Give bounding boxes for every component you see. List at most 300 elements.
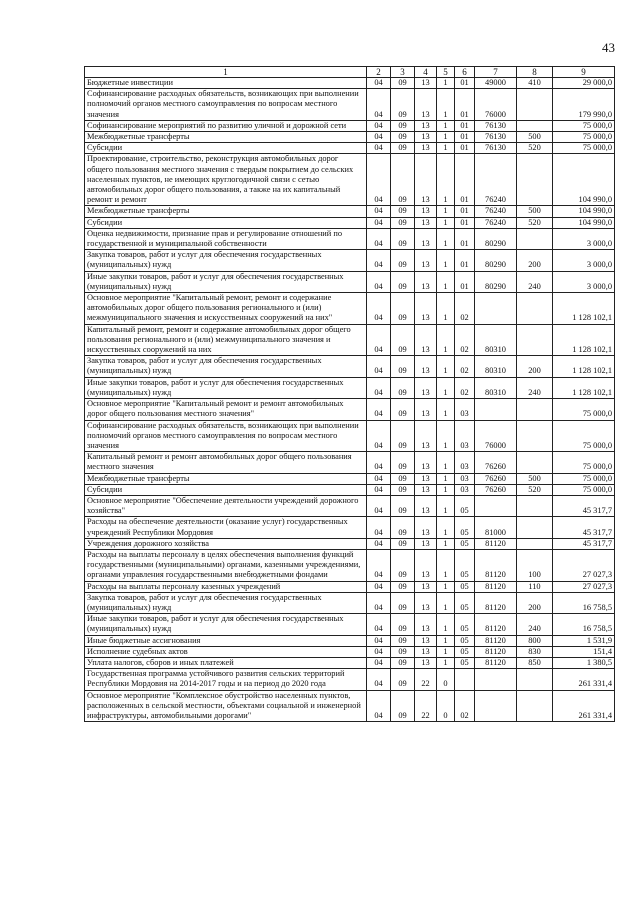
amount-cell: 27 027,3	[553, 581, 615, 592]
direction-code-cell: 80290	[475, 250, 517, 271]
program-code-cell: 13	[415, 592, 437, 613]
direction-code-cell: 81120	[475, 581, 517, 592]
amount-cell: 1 128 102,1	[553, 293, 615, 325]
subprogram-code-cell: 1	[437, 614, 455, 635]
amount-cell: 261 331,4	[553, 690, 615, 722]
event-code-cell: 05	[455, 581, 475, 592]
direction-code-cell: 76260	[475, 473, 517, 484]
header-cell: 7	[475, 67, 517, 78]
subprogram-code-cell: 1	[437, 206, 455, 217]
section-code-cell: 04	[367, 324, 391, 356]
program-code-cell: 13	[415, 250, 437, 271]
row-name-cell: Иные бюджетные ассигнования	[85, 635, 367, 646]
subsection-code-cell: 09	[391, 549, 415, 581]
amount-cell: 104 990,0	[553, 217, 615, 228]
program-code-cell: 13	[415, 228, 437, 249]
subprogram-code-cell: 1	[437, 78, 455, 89]
section-code-cell: 04	[367, 132, 391, 143]
subsection-code-cell: 09	[391, 452, 415, 473]
event-code-cell: 05	[455, 517, 475, 538]
header-cell: 6	[455, 67, 475, 78]
subsection-code-cell: 09	[391, 120, 415, 131]
expense-type-cell: 850	[517, 657, 553, 668]
section-code-cell: 04	[367, 89, 391, 121]
direction-code-cell: 80310	[475, 324, 517, 356]
header-cell: 9	[553, 67, 615, 78]
event-code-cell: 02	[455, 324, 475, 356]
row-name-cell: Субсидии	[85, 217, 367, 228]
event-code-cell: 01	[455, 206, 475, 217]
subprogram-code-cell: 1	[437, 271, 455, 292]
section-code-cell: 04	[367, 614, 391, 635]
subsection-code-cell: 09	[391, 206, 415, 217]
program-code-cell: 13	[415, 484, 437, 495]
program-code-cell: 13	[415, 581, 437, 592]
section-code-cell: 04	[367, 669, 391, 690]
subsection-code-cell: 09	[391, 143, 415, 154]
section-code-cell: 04	[367, 517, 391, 538]
table-row	[85, 271, 615, 292]
section-code-cell: 04	[367, 356, 391, 377]
expense-type-cell: 200	[517, 250, 553, 271]
program-code-cell: 13	[415, 78, 437, 89]
event-code-cell: 03	[455, 452, 475, 473]
subprogram-code-cell: 1	[437, 356, 455, 377]
amount-cell: 45 317,7	[553, 538, 615, 549]
subsection-code-cell: 09	[391, 250, 415, 271]
subprogram-code-cell: 1	[437, 635, 455, 646]
subprogram-code-cell: 1	[437, 250, 455, 271]
program-code-cell: 13	[415, 452, 437, 473]
subprogram-code-cell: 1	[437, 399, 455, 420]
table-row	[85, 495, 615, 516]
program-code-cell: 13	[415, 473, 437, 484]
header-cell: 8	[517, 67, 553, 78]
expense-type-cell	[517, 324, 553, 356]
direction-code-cell: 80290	[475, 271, 517, 292]
subprogram-code-cell: 0	[437, 669, 455, 690]
section-code-cell: 04	[367, 657, 391, 668]
section-code-cell: 04	[367, 538, 391, 549]
table-row	[85, 78, 615, 89]
subprogram-code-cell: 1	[437, 484, 455, 495]
subsection-code-cell: 09	[391, 377, 415, 398]
event-code-cell: 05	[455, 614, 475, 635]
expense-type-cell	[517, 538, 553, 549]
expense-type-cell: 500	[517, 132, 553, 143]
amount-cell: 3 000,0	[553, 271, 615, 292]
direction-code-cell: 80310	[475, 377, 517, 398]
expense-type-cell: 240	[517, 377, 553, 398]
table-row	[85, 120, 615, 131]
row-name-cell: Основное мероприятие "Комплексное обустройство населенных пунктов, расположенных в сельской местности, объектами социальной и инженерной инфраструктуры, автомобильными дорогами"	[85, 690, 367, 722]
amount-cell: 75 000,0	[553, 132, 615, 143]
table-row	[85, 669, 615, 690]
row-name-cell: Иные закупки товаров, работ и услуг для обеспечения государственных (муниципальных) нужд	[85, 271, 367, 292]
row-name-cell: Основное мероприятие "Капитальный ремонт и ремонт автомобильных дорог общего пользования местного значения"	[85, 399, 367, 420]
amount-cell: 16 758,5	[553, 614, 615, 635]
table-row	[85, 690, 615, 722]
section-code-cell: 04	[367, 452, 391, 473]
row-name-cell: Исполнение судебных актов	[85, 646, 367, 657]
direction-code-cell	[475, 399, 517, 420]
amount-cell: 1 128 102,1	[553, 324, 615, 356]
expense-type-cell: 520	[517, 484, 553, 495]
row-name-cell: Основное мероприятие "Обеспечение деятельности учреждений дорожного хозяйства"	[85, 495, 367, 516]
subsection-code-cell: 09	[391, 495, 415, 516]
direction-code-cell	[475, 293, 517, 325]
program-code-cell: 13	[415, 635, 437, 646]
amount-cell: 16 758,5	[553, 592, 615, 613]
amount-cell: 27 027,3	[553, 549, 615, 581]
subsection-code-cell: 09	[391, 132, 415, 143]
expense-type-cell: 200	[517, 356, 553, 377]
section-code-cell: 04	[367, 271, 391, 292]
event-code-cell	[455, 669, 475, 690]
direction-code-cell: 76000	[475, 420, 517, 452]
section-code-cell: 04	[367, 293, 391, 325]
event-code-cell: 03	[455, 484, 475, 495]
program-code-cell: 22	[415, 669, 437, 690]
subsection-code-cell: 09	[391, 592, 415, 613]
row-name-cell: Иные закупки товаров, работ и услуг для обеспечения государственных (муниципальных) нужд	[85, 377, 367, 398]
header-cell: 2	[367, 67, 391, 78]
direction-code-cell: 76130	[475, 143, 517, 154]
subprogram-code-cell: 1	[437, 495, 455, 516]
direction-code-cell: 76260	[475, 452, 517, 473]
direction-code-cell	[475, 495, 517, 516]
section-code-cell: 04	[367, 581, 391, 592]
table-row	[85, 581, 615, 592]
expense-type-cell	[517, 690, 553, 722]
event-code-cell: 01	[455, 89, 475, 121]
expense-type-cell: 240	[517, 614, 553, 635]
section-code-cell: 04	[367, 635, 391, 646]
section-code-cell: 04	[367, 399, 391, 420]
program-code-cell: 13	[415, 206, 437, 217]
section-code-cell: 04	[367, 690, 391, 722]
amount-cell: 75 000,0	[553, 452, 615, 473]
event-code-cell: 03	[455, 473, 475, 484]
row-name-cell: Капитальный ремонт и ремонт автомобильных дорог общего пользования местного значения	[85, 452, 367, 473]
subsection-code-cell: 09	[391, 217, 415, 228]
direction-code-cell: 81120	[475, 657, 517, 668]
program-code-cell: 13	[415, 143, 437, 154]
subsection-code-cell: 09	[391, 271, 415, 292]
header-cell: 5	[437, 67, 455, 78]
amount-cell: 1 128 102,1	[553, 356, 615, 377]
expense-type-cell	[517, 420, 553, 452]
expense-type-cell: 830	[517, 646, 553, 657]
program-code-cell: 13	[415, 324, 437, 356]
section-code-cell: 04	[367, 250, 391, 271]
amount-cell: 75 000,0	[553, 473, 615, 484]
amount-cell: 3 000,0	[553, 250, 615, 271]
event-code-cell: 05	[455, 646, 475, 657]
program-code-cell: 13	[415, 646, 437, 657]
table-row	[85, 473, 615, 484]
direction-code-cell: 76240	[475, 154, 517, 206]
amount-cell: 1 380,5	[553, 657, 615, 668]
event-code-cell: 02	[455, 377, 475, 398]
subsection-code-cell: 09	[391, 78, 415, 89]
subsection-code-cell: 09	[391, 517, 415, 538]
table-row	[85, 206, 615, 217]
event-code-cell: 05	[455, 495, 475, 516]
direction-code-cell: 49000	[475, 78, 517, 89]
expense-type-cell: 800	[517, 635, 553, 646]
header-cell: 1	[85, 67, 367, 78]
page-number: 43	[602, 40, 615, 55]
event-code-cell: 01	[455, 250, 475, 271]
subprogram-code-cell: 1	[437, 549, 455, 581]
event-code-cell: 05	[455, 657, 475, 668]
subprogram-code-cell: 1	[437, 293, 455, 325]
table-row	[85, 592, 615, 613]
event-code-cell: 01	[455, 143, 475, 154]
amount-cell: 75 000,0	[553, 420, 615, 452]
subsection-code-cell: 09	[391, 356, 415, 377]
event-code-cell: 01	[455, 228, 475, 249]
event-code-cell: 01	[455, 217, 475, 228]
program-code-cell: 13	[415, 657, 437, 668]
table-row	[85, 228, 615, 249]
row-name-cell: Софинансирование расходных обязательств, возникающих при выполнении полномочий органов местного самоуправления по вопросам местного значения	[85, 89, 367, 121]
subprogram-code-cell: 1	[437, 538, 455, 549]
direction-code-cell: 81120	[475, 538, 517, 549]
row-name-cell: Государственная программа устойчивого развития сельских территорий Республики Мордовия на 2014-2017 годы и на период до 2020 года	[85, 669, 367, 690]
subprogram-code-cell: 1	[437, 592, 455, 613]
direction-code-cell: 81120	[475, 635, 517, 646]
table-row	[85, 420, 615, 452]
subprogram-code-cell: 1	[437, 89, 455, 121]
program-code-cell: 13	[415, 89, 437, 121]
row-name-cell: Закупка товаров, работ и услуг для обеспечения государственных (муниципальных) нужд	[85, 592, 367, 613]
subsection-code-cell: 09	[391, 646, 415, 657]
amount-cell: 45 317,7	[553, 495, 615, 516]
event-code-cell: 02	[455, 293, 475, 325]
section-code-cell: 04	[367, 495, 391, 516]
table-row	[85, 538, 615, 549]
direction-code-cell: 81120	[475, 614, 517, 635]
row-name-cell: Учреждения дорожного хозяйства	[85, 538, 367, 549]
table-row	[85, 646, 615, 657]
expense-type-cell	[517, 154, 553, 206]
program-code-cell: 22	[415, 690, 437, 722]
direction-code-cell: 81120	[475, 646, 517, 657]
section-code-cell: 04	[367, 420, 391, 452]
table-row	[85, 377, 615, 398]
amount-cell: 179 990,0	[553, 89, 615, 121]
section-code-cell: 04	[367, 217, 391, 228]
section-code-cell: 04	[367, 549, 391, 581]
program-code-cell: 13	[415, 495, 437, 516]
subprogram-code-cell: 1	[437, 217, 455, 228]
event-code-cell: 05	[455, 635, 475, 646]
program-code-cell: 13	[415, 217, 437, 228]
event-code-cell: 01	[455, 154, 475, 206]
expense-type-cell: 500	[517, 206, 553, 217]
program-code-cell: 13	[415, 517, 437, 538]
table-row	[85, 356, 615, 377]
section-code-cell: 04	[367, 78, 391, 89]
expense-type-cell	[517, 120, 553, 131]
subsection-code-cell: 09	[391, 538, 415, 549]
program-code-cell: 13	[415, 399, 437, 420]
table-row	[85, 143, 615, 154]
program-code-cell: 13	[415, 614, 437, 635]
amount-cell: 45 317,7	[553, 517, 615, 538]
table-row	[85, 657, 615, 668]
amount-cell: 104 990,0	[553, 206, 615, 217]
row-name-cell: Проектирование, строительство, реконструкция автомобильных дорог общего пользования местного значения с твердым покрытием до сельских населенных пунктов, не имеющих круглогодичной связи с сетью автомобильных дорог общего пользования, а также на их капитальный ремонт и ремонт	[85, 154, 367, 206]
row-name-cell: Бюджетные инвестиции	[85, 78, 367, 89]
row-name-cell: Софинансирование мероприятий по развитию уличной и дорожной сети	[85, 120, 367, 131]
subsection-code-cell: 09	[391, 635, 415, 646]
subsection-code-cell: 09	[391, 324, 415, 356]
direction-code-cell: 76240	[475, 217, 517, 228]
expense-type-cell	[517, 517, 553, 538]
table-row	[85, 154, 615, 206]
row-name-cell: Межбюджетные трансферты	[85, 473, 367, 484]
expense-type-cell	[517, 669, 553, 690]
expense-type-cell	[517, 89, 553, 121]
amount-cell: 75 000,0	[553, 484, 615, 495]
table-row	[85, 132, 615, 143]
amount-cell: 261 331,4	[553, 669, 615, 690]
subsection-code-cell: 09	[391, 690, 415, 722]
section-code-cell: 04	[367, 143, 391, 154]
subsection-code-cell: 09	[391, 89, 415, 121]
amount-cell: 75 000,0	[553, 120, 615, 131]
row-name-cell: Межбюджетные трансферты	[85, 132, 367, 143]
direction-code-cell	[475, 690, 517, 722]
subsection-code-cell: 09	[391, 669, 415, 690]
event-code-cell: 01	[455, 132, 475, 143]
subsection-code-cell: 09	[391, 581, 415, 592]
subsection-code-cell: 09	[391, 657, 415, 668]
subprogram-code-cell: 1	[437, 120, 455, 131]
amount-cell: 75 000,0	[553, 399, 615, 420]
section-code-cell: 04	[367, 206, 391, 217]
header-cell: 4	[415, 67, 437, 78]
subsection-code-cell: 09	[391, 420, 415, 452]
row-name-cell: Межбюджетные трансферты	[85, 206, 367, 217]
event-code-cell: 03	[455, 399, 475, 420]
row-name-cell: Софинансирование расходных обязательств, возникающих при выполнении полномочий органов местного самоуправления по вопросам местного значения	[85, 420, 367, 452]
row-name-cell: Расходы на выплаты персоналу казенных учреждений	[85, 581, 367, 592]
subsection-code-cell: 09	[391, 228, 415, 249]
section-code-cell: 04	[367, 473, 391, 484]
program-code-cell: 13	[415, 356, 437, 377]
expense-type-cell	[517, 495, 553, 516]
row-name-cell: Капитальный ремонт, ремонт и содержание автомобильных дорог общего пользования регионального и (или) межмуниципального значения и искусственных сооружений на них	[85, 324, 367, 356]
amount-cell: 104 990,0	[553, 154, 615, 206]
subprogram-code-cell: 1	[437, 132, 455, 143]
table-row	[85, 250, 615, 271]
subsection-code-cell: 09	[391, 614, 415, 635]
subprogram-code-cell: 1	[437, 324, 455, 356]
table-row	[85, 484, 615, 495]
event-code-cell: 01	[455, 120, 475, 131]
table-row	[85, 217, 615, 228]
expense-type-cell: 520	[517, 143, 553, 154]
table-row	[85, 635, 615, 646]
subprogram-code-cell: 0	[437, 690, 455, 722]
row-name-cell: Оценка недвижимости, признание прав и регулирование отношений по государственной и муниципальной собственности	[85, 228, 367, 249]
subprogram-code-cell: 1	[437, 646, 455, 657]
direction-code-cell: 80310	[475, 356, 517, 377]
amount-cell: 3 000,0	[553, 228, 615, 249]
expense-type-cell	[517, 452, 553, 473]
expense-type-cell: 500	[517, 473, 553, 484]
row-name-cell: Основное мероприятие "Капитальный ремонт, ремонт и содержание автомобильных дорог общего пользования регионального и (или) межмуниципального значения и искусственных сооружений на них"	[85, 293, 367, 325]
subprogram-code-cell: 1	[437, 581, 455, 592]
subprogram-code-cell: 1	[437, 657, 455, 668]
event-code-cell: 05	[455, 592, 475, 613]
subprogram-code-cell: 1	[437, 473, 455, 484]
table-row	[85, 452, 615, 473]
subprogram-code-cell: 1	[437, 154, 455, 206]
expense-type-cell: 240	[517, 271, 553, 292]
row-name-cell: Расходы на обеспечение деятельности (оказание услуг) государственных учреждений Республики Мордовия	[85, 517, 367, 538]
event-code-cell: 02	[455, 690, 475, 722]
event-code-cell: 05	[455, 549, 475, 581]
row-name-cell: Субсидии	[85, 484, 367, 495]
table-row	[85, 517, 615, 538]
event-code-cell: 03	[455, 420, 475, 452]
amount-cell: 1 531,9	[553, 635, 615, 646]
subsection-code-cell: 09	[391, 293, 415, 325]
header-cell: 3	[391, 67, 415, 78]
event-code-cell: 02	[455, 356, 475, 377]
row-name-cell: Закупка товаров, работ и услуг для обеспечения государственных (муниципальных) нужд	[85, 356, 367, 377]
direction-code-cell: 76240	[475, 206, 517, 217]
row-name-cell: Расходы на выплаты персоналу в целях обеспечения выполнения функций государственными (муниципальными) органами, казенными учреждениями, органами управления государственными внебюджетными фондами	[85, 549, 367, 581]
table-row	[85, 293, 615, 325]
row-name-cell: Субсидии	[85, 143, 367, 154]
table-header-row	[85, 67, 615, 78]
direction-code-cell: 76000	[475, 89, 517, 121]
program-code-cell: 13	[415, 271, 437, 292]
direction-code-cell	[475, 669, 517, 690]
table-row	[85, 399, 615, 420]
amount-cell: 29 000,0	[553, 78, 615, 89]
event-code-cell: 05	[455, 538, 475, 549]
program-code-cell: 13	[415, 120, 437, 131]
table-row	[85, 324, 615, 356]
subsection-code-cell: 09	[391, 399, 415, 420]
program-code-cell: 13	[415, 293, 437, 325]
expense-type-cell: 410	[517, 78, 553, 89]
row-name-cell: Уплата налогов, сборов и иных платежей	[85, 657, 367, 668]
budget-table	[84, 66, 615, 722]
program-code-cell: 13	[415, 549, 437, 581]
expense-type-cell	[517, 399, 553, 420]
program-code-cell: 13	[415, 538, 437, 549]
subprogram-code-cell: 1	[437, 452, 455, 473]
event-code-cell: 01	[455, 78, 475, 89]
table-row	[85, 549, 615, 581]
row-name-cell: Иные закупки товаров, работ и услуг для обеспечения государственных (муниципальных) нужд	[85, 614, 367, 635]
amount-cell: 1 128 102,1	[553, 377, 615, 398]
amount-cell: 75 000,0	[553, 143, 615, 154]
row-name-cell: Закупка товаров, работ и услуг для обеспечения государственных (муниципальных) нужд	[85, 250, 367, 271]
subsection-code-cell: 09	[391, 473, 415, 484]
direction-code-cell: 81120	[475, 549, 517, 581]
section-code-cell: 04	[367, 154, 391, 206]
direction-code-cell: 76130	[475, 120, 517, 131]
